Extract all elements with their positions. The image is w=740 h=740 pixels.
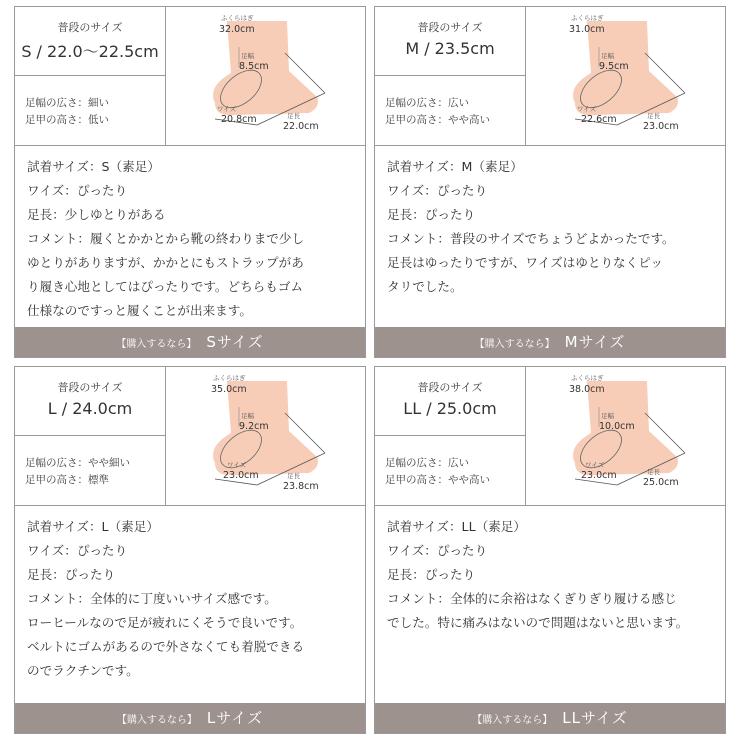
review-line: 足長：少しゆとりがある <box>27 207 166 222</box>
calf-label: ふくらはぎ <box>221 14 254 22</box>
calf-value: 32.0cm <box>219 24 255 35</box>
calf-label: ふくらはぎ <box>213 374 246 382</box>
review-line: ワイズ：ぴったり <box>387 543 488 558</box>
buy-size-name: Mサイズ <box>564 333 626 351</box>
review-line: 試着サイズ：L（素足） <box>27 519 159 534</box>
length-label: 足長 <box>287 112 300 120</box>
foot-illustration <box>525 7 721 145</box>
wise-value: 23.0cm <box>581 470 617 481</box>
ankle-label: 足幅 <box>601 412 614 420</box>
review-line: 足長：ぴったり <box>387 207 476 222</box>
foot-measurement-diagram <box>165 7 361 145</box>
review-line: 足長：ぴったり <box>27 567 116 582</box>
length-value: 23.8cm <box>283 481 319 492</box>
review-line: 試着サイズ：M（素足） <box>387 159 523 174</box>
usual-size-label: 普段のサイズ <box>57 381 123 394</box>
review-line: ベルトにゴムがあるので外さなくても着脱できる <box>27 639 305 654</box>
usual-size-label: 普段のサイズ <box>417 21 483 34</box>
size-card-l <box>14 366 366 734</box>
buy-prefix: 【購入するなら】 <box>116 339 197 350</box>
card-header <box>375 7 725 146</box>
buy-prefix: 【購入するなら】 <box>474 339 555 350</box>
review-line: コメント：全体的に丁度いいサイズ感です。 <box>27 591 277 606</box>
foot-illustration <box>525 367 721 505</box>
buy-size-name: Sサイズ <box>206 333 264 351</box>
review-line: り履き心地としてはぴったりです。どちらもゴム <box>27 279 304 294</box>
wise-label: ワイズ <box>585 461 605 469</box>
wise-label: ワイズ <box>227 461 247 469</box>
instep-height-text: 足甲の高さ：標準 <box>25 474 109 486</box>
review-line: ゆとりがありますが、かかとにもストラップがあ <box>27 255 304 270</box>
usual-size-value: L / 24.0cm <box>47 399 133 418</box>
length-value: 25.0cm <box>643 477 679 488</box>
review-line: 足長はゆったりですが、ワイズはゆとりなくピッ <box>387 255 663 270</box>
review-line: コメント：履くとかかとから靴の終わりまで少し <box>27 231 305 246</box>
buy-size-name: Lサイズ <box>206 709 264 727</box>
size-info-box <box>375 367 526 505</box>
review-text <box>387 515 717 635</box>
review-line: 仕様なのですっと履くことが出来ます。 <box>27 303 252 318</box>
ankle-value: 9.2cm <box>239 421 269 432</box>
usual-size-label: 普段のサイズ <box>417 381 483 394</box>
size-card-m <box>374 6 726 358</box>
foot-measurement-diagram <box>165 367 361 505</box>
review-line: ワイズ：ぴったり <box>27 183 128 198</box>
foot-width-text: 足幅の広さ：広い <box>385 457 469 469</box>
card-header <box>375 367 725 506</box>
length-value: 22.0cm <box>283 121 319 132</box>
buy-prefix: 【購入するなら】 <box>472 715 553 726</box>
usual-size-value: S / 22.0〜22.5cm <box>21 42 159 61</box>
wise-value: 20.8cm <box>221 114 257 125</box>
wise-label: ワイズ <box>577 105 597 113</box>
length-label: 足長 <box>287 472 300 480</box>
size-info-box <box>375 7 526 145</box>
review-line: コメント：全体的に余裕はなくぎりぎり履ける感じ <box>387 591 677 606</box>
calf-value: 31.0cm <box>569 24 605 35</box>
ankle-label: 足幅 <box>601 52 614 60</box>
review-line: コメント：普段のサイズでちょうどよかったです。 <box>387 231 675 246</box>
instep-height-text: 足甲の高さ：やや高い <box>385 474 490 486</box>
calf-value: 38.0cm <box>569 384 605 395</box>
buy-m-size-button[interactable] <box>375 327 725 357</box>
review-line: タリでした。 <box>387 279 463 294</box>
review-line: でした。特に痛みはないので問題はないと思います。 <box>387 615 689 630</box>
wise-value: 22.6cm <box>581 114 617 125</box>
wise-label: ワイズ <box>217 105 237 113</box>
review-text <box>27 515 357 683</box>
card-header <box>15 7 365 146</box>
usual-size-value: M / 23.5cm <box>405 39 495 58</box>
foot-width-text: 足幅の広さ：細い <box>25 97 109 109</box>
review-line: ローヒールなので足が疲れにくそうで良いです。 <box>27 615 303 630</box>
buy-l-size-button[interactable] <box>15 703 365 733</box>
ankle-value: 8.5cm <box>239 61 269 72</box>
review-line: のでラクチンです。 <box>27 663 139 678</box>
usual-size-label: 普段のサイズ <box>57 21 123 34</box>
wise-value: 23.0cm <box>223 470 259 481</box>
foot-width-text: 足幅の広さ：やや細い <box>25 457 130 469</box>
ankle-value: 10.0cm <box>599 421 635 432</box>
review-line: 試着サイズ：S（素足） <box>27 159 160 174</box>
size-card-s <box>14 6 366 358</box>
review-text <box>387 155 717 299</box>
foot-width-text: 足幅の広さ：広い <box>385 97 469 109</box>
length-value: 23.0cm <box>643 121 679 132</box>
size-info-box <box>15 367 166 505</box>
calf-label: ふくらはぎ <box>571 14 604 22</box>
buy-size-name: LLサイズ <box>562 709 628 727</box>
review-line: 足長：ぴったり <box>387 567 476 582</box>
instep-height-text: 足甲の高さ：低い <box>25 114 109 126</box>
calf-label: ふくらはぎ <box>571 374 604 382</box>
buy-s-size-button[interactable] <box>15 327 365 357</box>
review-line: 試着サイズ：LL（素足） <box>387 519 526 534</box>
length-label: 足長 <box>647 112 660 120</box>
size-info-box <box>15 7 166 145</box>
buy-ll-size-button[interactable] <box>375 703 725 733</box>
card-header <box>15 367 365 506</box>
foot-illustration <box>165 367 361 505</box>
foot-measurement-diagram <box>525 7 721 145</box>
size-card-ll <box>374 366 726 734</box>
buy-prefix: 【購入するなら】 <box>116 715 197 726</box>
review-line: ワイズ：ぴったり <box>387 183 488 198</box>
foot-illustration <box>165 7 361 145</box>
calf-value: 35.0cm <box>211 384 247 395</box>
length-label: 足長 <box>647 468 660 476</box>
review-text <box>27 155 357 323</box>
review-line: ワイズ：ぴったり <box>27 543 128 558</box>
ankle-label: 足幅 <box>241 412 254 420</box>
ankle-label: 足幅 <box>241 52 254 60</box>
foot-measurement-diagram <box>525 367 721 505</box>
ankle-value: 9.5cm <box>599 61 629 72</box>
instep-height-text: 足甲の高さ：やや高い <box>385 114 490 126</box>
usual-size-value: LL / 25.0cm <box>403 399 497 418</box>
